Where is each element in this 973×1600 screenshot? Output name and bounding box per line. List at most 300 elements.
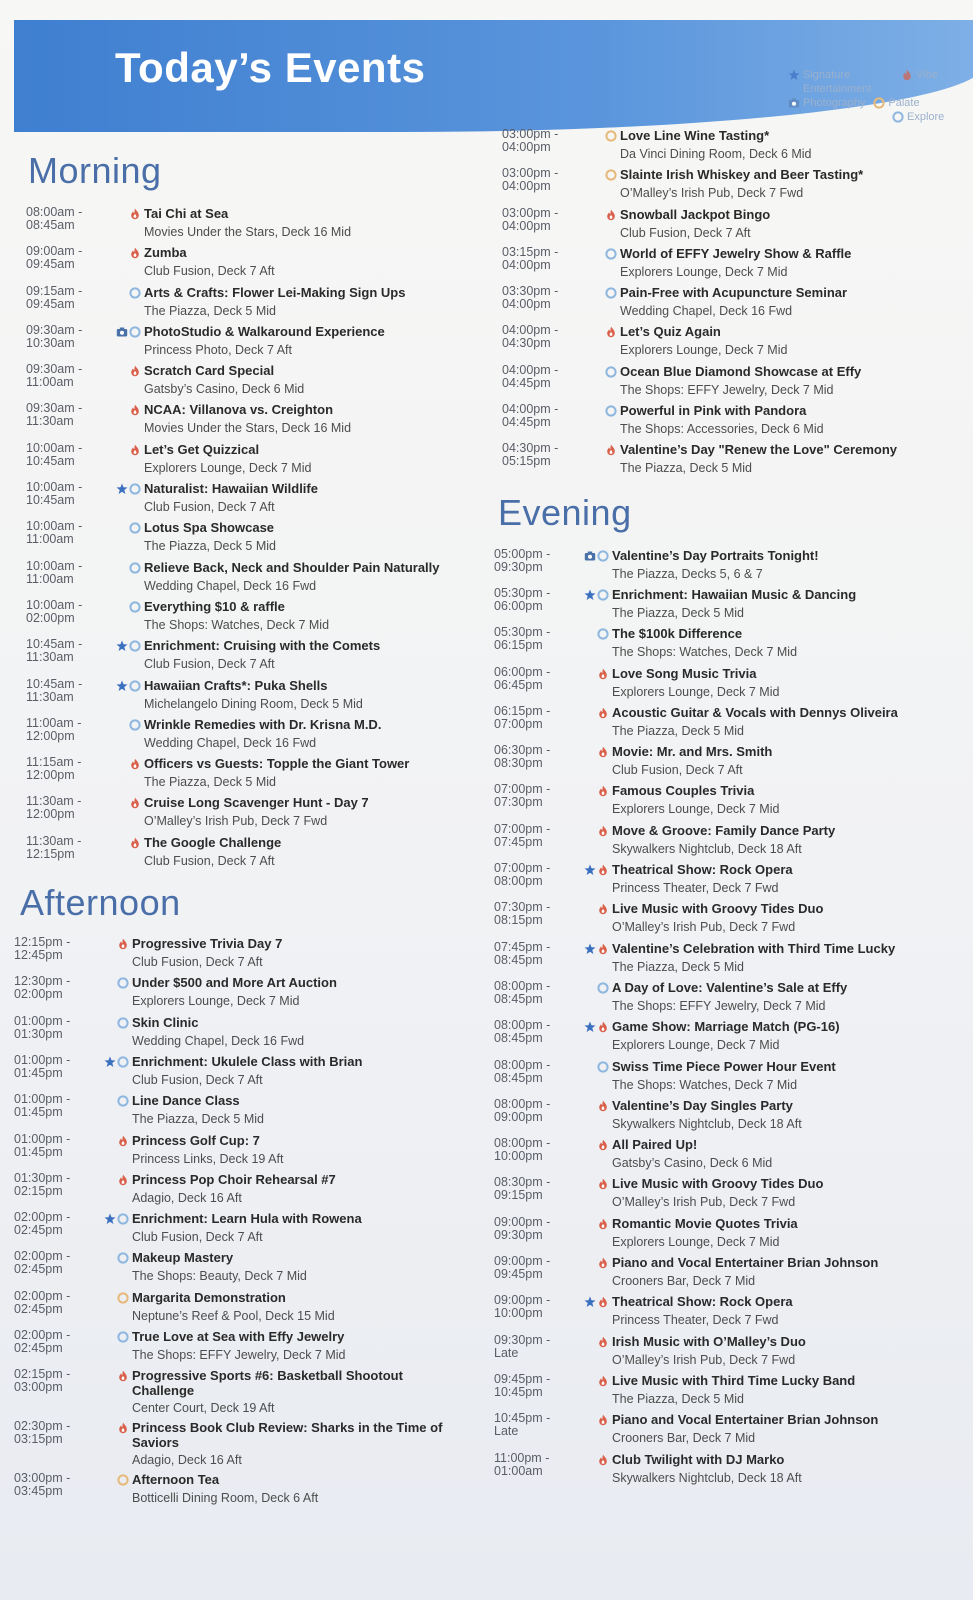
event-icons — [98, 1133, 130, 1146]
event-location: The Piazza, Deck 5 Mid — [612, 723, 744, 738]
event-row — [14, 1329, 480, 1368]
event-location: O’Malley’s Irish Pub, Deck 7 Fwd — [612, 1195, 796, 1210]
event-name: Officers vs Guests: Topple the Giant Tower — [144, 756, 410, 772]
event-row — [26, 324, 480, 363]
event-location: Wedding Chapel, Deck 16 Fwd — [144, 735, 317, 750]
event-row — [494, 1255, 973, 1294]
explore-circle-icon — [597, 628, 609, 640]
event-location: The Shops: EFFY Jewelry, Deck 7 Mid — [612, 998, 826, 1013]
event-time: 11:00am - 12:00pm — [26, 715, 82, 743]
event-location: Neptune’s Reef & Pool, Deck 15 Mid — [132, 1308, 335, 1323]
event-time: 07:00pm - 07:30pm — [494, 782, 551, 810]
flame-icon — [597, 1139, 609, 1151]
event-details — [142, 560, 480, 594]
section-title-afternoon: Afternoon — [20, 882, 181, 924]
event-details — [610, 1059, 973, 1093]
event-location: Gatsby’s Casino, Deck 6 Mid — [612, 1156, 773, 1171]
event-icons — [578, 1098, 610, 1111]
flame-icon — [117, 938, 129, 950]
flame-icon — [129, 758, 141, 770]
explore-circle-icon — [129, 562, 141, 574]
event-location: The Piazza, Deck 5 Mid — [612, 959, 744, 974]
event-name: Hawaiian Crafts*: Puka Shells — [144, 677, 328, 693]
event-icons — [578, 980, 610, 993]
palate-circle-icon — [873, 97, 885, 109]
event-location: Crooners Bar, Deck 7 Mid — [612, 1431, 756, 1446]
event-row — [494, 626, 973, 665]
event-location: The Shops: Watches, Deck 7 Mid — [144, 617, 330, 632]
event-time: 09:15am - 09:45am — [26, 283, 83, 311]
event-icons — [578, 548, 610, 561]
event-name: Progressive Sports #6: Basketball Shootout Challenge — [132, 1368, 403, 1399]
event-icons — [98, 1329, 130, 1342]
event-name: Under $500 and More Art Auction — [132, 975, 337, 991]
event-icons — [110, 560, 142, 573]
event-time: 09:00am - 09:45am — [26, 244, 83, 272]
event-icons — [586, 246, 618, 259]
event-location: The Shops: Watches, Deck 7 Mid — [612, 1077, 798, 1092]
event-name: Swiss Time Piece Power Hour Event — [612, 1058, 836, 1074]
explore-circle-icon — [129, 601, 141, 613]
event-time: 06:00pm - 06:45pm — [494, 664, 551, 692]
event-time: 08:00pm - 09:00pm — [494, 1096, 551, 1124]
explore-circle-icon — [597, 1061, 609, 1073]
event-name: True Love at Sea with Effy Jewelry — [132, 1329, 345, 1345]
event-name: Ocean Blue Diamond Showcase at Effy — [620, 363, 862, 379]
event-details — [130, 1054, 480, 1088]
event-icons — [98, 1211, 130, 1224]
palate-circle-icon — [605, 130, 617, 142]
event-icons — [98, 1015, 130, 1028]
flame-icon — [129, 444, 141, 456]
event-details — [618, 442, 973, 476]
event-name: Move & Groove: Family Dance Party — [612, 822, 836, 838]
event-location: Adagio, Deck 16 Aft — [132, 1453, 242, 1468]
event-location: The Piazza, Deck 5 Mid — [612, 605, 744, 620]
explore-circle-icon — [605, 405, 617, 417]
explore-circle-icon — [605, 287, 617, 299]
event-time: 11:15am - 12:00pm — [26, 755, 82, 783]
event-name: The Google Challenge — [144, 834, 282, 850]
event-location: The Shops: EFFY Jewelry, Deck 7 Mid — [620, 382, 834, 397]
event-details — [142, 599, 480, 633]
event-row — [14, 1133, 480, 1172]
legend-photography: Photography — [788, 96, 865, 110]
event-name: Princess Book Club Review: Sharks in the Time of Saviors — [132, 1420, 443, 1451]
event-name: Makeup Mastery — [132, 1250, 234, 1266]
event-location: The Piazza, Deck 5 Mid — [144, 539, 276, 554]
event-name: Zumba — [144, 245, 187, 261]
event-location: Skywalkers Nightclub, Deck 18 Aft — [612, 1116, 802, 1131]
event-row — [26, 285, 480, 324]
event-icons — [110, 520, 142, 533]
event-location: The Shops: Watches, Deck 7 Mid — [612, 645, 798, 660]
event-time: 10:45am - 11:30am — [26, 676, 83, 704]
event-details — [142, 285, 480, 319]
star-icon — [584, 864, 596, 876]
flame-icon — [129, 404, 141, 416]
afternoon-event-list — [0, 936, 480, 1512]
explore-circle-icon — [129, 719, 141, 731]
event-location: Center Court, Deck 19 Aft — [132, 1401, 275, 1416]
event-details — [610, 705, 973, 739]
event-details — [610, 1255, 973, 1289]
flame-icon — [605, 326, 617, 338]
event-name: Love Line Wine Tasting* — [620, 128, 770, 143]
event-row — [494, 980, 973, 1019]
event-time: 03:15pm - 04:00pm — [502, 244, 559, 272]
event-row — [14, 1093, 480, 1132]
event-icons — [110, 442, 142, 455]
event-time: 02:30pm - 03:15pm — [14, 1419, 71, 1447]
event-time: 11:30am - 12:15pm — [26, 833, 82, 861]
event-icons — [578, 1412, 610, 1425]
camera-icon — [788, 97, 800, 109]
flame-icon — [129, 365, 141, 377]
event-time: 09:00pm - 09:45pm — [494, 1254, 551, 1282]
event-time: 10:45am - 11:30am — [26, 637, 83, 665]
event-icons — [586, 324, 618, 337]
star-icon — [584, 1021, 596, 1033]
event-name: Arts & Crafts: Flower Lei-Making Sign Ups — [144, 284, 406, 300]
event-details — [618, 285, 973, 319]
star-icon — [788, 69, 800, 81]
event-time: 10:00am - 11:00am — [26, 519, 83, 547]
event-name: Line Dance Class — [132, 1093, 240, 1109]
event-details — [130, 1290, 480, 1324]
event-icons — [578, 1294, 610, 1307]
event-name: All Paired Up! — [612, 1137, 698, 1153]
event-row — [14, 1368, 480, 1420]
event-details — [142, 442, 480, 476]
event-time: 01:00pm - 01:45pm — [14, 1131, 71, 1159]
event-location: Movies Under the Stars, Deck 16 Mid — [144, 421, 352, 436]
event-details — [142, 324, 480, 358]
event-location: O’Malley’s Irish Pub, Deck 7 Fwd — [144, 814, 328, 829]
event-icons — [98, 1093, 130, 1106]
event-details — [142, 795, 480, 829]
event-row — [26, 795, 480, 834]
flame-icon — [117, 1135, 129, 1147]
event-time: 09:30am - 11:00am — [26, 362, 83, 390]
event-details — [610, 587, 973, 621]
event-row — [14, 1250, 480, 1289]
event-time: 03:30pm - 04:00pm — [502, 284, 559, 312]
event-time: 03:00pm - 04:00pm — [502, 205, 559, 233]
event-location: Club Fusion, Deck 7 Aft — [144, 500, 275, 515]
flame-icon — [597, 707, 609, 719]
event-row — [26, 638, 480, 677]
event-icons — [110, 481, 142, 494]
event-details — [610, 626, 973, 660]
event-row — [14, 1290, 480, 1329]
event-time: 09:30am - 11:30am — [26, 401, 83, 429]
event-name: Relieve Back, Neck and Shoulder Pain Naturally — [144, 559, 440, 575]
flame-icon — [901, 69, 913, 81]
explore-circle-icon — [605, 248, 617, 260]
event-location: Club Fusion, Deck 7 Aft — [144, 657, 275, 672]
flame-icon — [597, 668, 609, 680]
event-time: 08:00pm - 08:45pm — [494, 1057, 551, 1085]
event-name: Pain-Free with Acupuncture Seminar — [620, 285, 848, 301]
event-time: 09:30pm - Late — [494, 1332, 551, 1360]
event-name: Piano and Vocal Entertainer Brian Johnson — [612, 1412, 879, 1428]
event-icons — [98, 1290, 130, 1303]
star-icon — [584, 589, 596, 601]
event-details — [130, 1250, 480, 1284]
event-location: The Shops: Accessories, Deck 6 Mid — [620, 422, 824, 437]
event-location: Gatsby’s Casino, Deck 6 Mid — [144, 382, 305, 397]
flame-icon — [597, 1296, 609, 1308]
event-row — [494, 901, 973, 940]
event-details — [610, 548, 973, 582]
event-location: The Piazza, Deck 5 Mid — [612, 1391, 744, 1406]
event-name: Slainte Irish Whiskey and Beer Tasting* — [620, 167, 864, 183]
event-location: Club Fusion, Deck 7 Aft — [144, 264, 275, 279]
event-details — [618, 207, 973, 241]
event-name: Club Twilight with DJ Marko — [612, 1451, 785, 1467]
event-row — [14, 1172, 480, 1211]
flame-icon — [129, 208, 141, 220]
event-details — [130, 975, 480, 1009]
event-details — [130, 1093, 480, 1127]
event-icons — [578, 626, 610, 639]
event-details — [610, 823, 973, 857]
event-name: Valentine’s Day "Renew the Love" Ceremony — [620, 442, 897, 458]
event-location: Botticelli Dining Room, Deck 6 Aft — [132, 1491, 319, 1506]
event-row — [26, 835, 480, 874]
event-time: 02:00pm - 02:45pm — [14, 1210, 71, 1238]
event-details — [142, 638, 480, 672]
event-icons — [110, 835, 142, 848]
event-details — [610, 1412, 973, 1446]
event-name: Live Music with Third Time Lucky Band — [612, 1372, 856, 1388]
event-time: 08:00am - 08:45am — [26, 205, 83, 232]
event-location: Da Vinci Dining Room, Deck 6 Mid — [620, 147, 812, 161]
legend-palate: Palate — [873, 96, 919, 110]
event-icons — [110, 324, 142, 337]
event-row — [494, 823, 973, 862]
event-name: Margarita Demonstration — [132, 1289, 286, 1305]
event-row — [494, 1412, 973, 1451]
event-name: Valentine’s Celebration with Third Time Lucky — [612, 940, 896, 956]
star-icon — [116, 483, 128, 495]
event-location: Explorers Lounge, Deck 7 Mid — [612, 1038, 780, 1053]
event-details — [130, 1211, 480, 1245]
event-details — [610, 744, 973, 778]
flame-icon — [129, 247, 141, 259]
event-icons — [578, 862, 610, 875]
explore-circle-icon — [129, 483, 141, 495]
event-row — [14, 1420, 480, 1472]
event-location: Crooners Bar, Deck 7 Mid — [612, 1274, 756, 1289]
event-icons — [578, 1216, 610, 1229]
event-time: 07:00pm - 08:00pm — [494, 861, 551, 889]
event-row — [494, 1294, 973, 1333]
event-icons — [98, 975, 130, 988]
event-icons — [110, 678, 142, 691]
event-icons — [586, 364, 618, 377]
event-row — [26, 481, 480, 520]
event-name: Skin Clinic — [132, 1014, 199, 1030]
event-details — [618, 167, 973, 201]
event-location: The Piazza, Deck 5 Mid — [144, 775, 276, 790]
event-name: Piano and Vocal Entertainer Brian Johnson — [612, 1255, 879, 1271]
flame-icon — [117, 1370, 129, 1382]
event-name: Love Song Music Trivia — [612, 665, 757, 681]
event-icons — [98, 936, 130, 949]
event-row — [494, 1059, 973, 1098]
event-details — [130, 1329, 480, 1363]
event-location: The Piazza, Deck 5 Mid — [144, 303, 276, 318]
event-details — [130, 1172, 480, 1206]
event-row — [14, 1211, 480, 1250]
event-row — [26, 245, 480, 284]
flame-icon — [597, 1375, 609, 1387]
event-details — [130, 936, 480, 970]
event-time: 07:45pm - 08:45pm — [494, 939, 551, 967]
event-location: Princess Theater, Deck 7 Fwd — [612, 1313, 779, 1328]
event-icons — [110, 245, 142, 258]
event-location: Princess Theater, Deck 7 Fwd — [612, 881, 779, 896]
event-row — [26, 402, 480, 441]
event-name: PhotoStudio & Walkaround Experience — [144, 323, 385, 339]
event-time: 08:00pm - 10:00pm — [494, 1136, 551, 1164]
event-icons — [586, 403, 618, 416]
event-details — [618, 364, 973, 398]
event-time: 09:45pm - 10:45pm — [494, 1371, 551, 1399]
explore-circle-icon — [117, 1252, 129, 1264]
event-icons — [578, 744, 610, 757]
flame-icon — [597, 746, 609, 758]
event-row — [494, 1216, 973, 1255]
flame-icon — [129, 837, 141, 849]
event-time: 08:00pm - 08:45pm — [494, 978, 551, 1006]
explore-circle-icon — [117, 1095, 129, 1107]
event-icons — [98, 1368, 130, 1381]
explore-circle-icon — [129, 680, 141, 692]
event-name: Cruise Long Scavenger Hunt - Day 7 — [144, 795, 369, 811]
event-icons — [98, 1250, 130, 1263]
left-column — [0, 150, 480, 1512]
event-name: Everything $10 & raffle — [144, 598, 285, 614]
event-icons — [578, 1176, 610, 1189]
flame-icon — [597, 1454, 609, 1466]
event-name: Lotus Spa Showcase — [144, 520, 275, 536]
event-row — [494, 744, 973, 783]
event-location: O’Malley’s Irish Pub, Deck 7 Fwd — [612, 1352, 796, 1367]
event-details — [142, 717, 480, 751]
event-icons — [110, 285, 142, 298]
flame-icon — [597, 864, 609, 876]
event-location: Skywalkers Nightclub, Deck 18 Aft — [612, 1470, 802, 1485]
event-details — [142, 756, 480, 790]
event-icons — [578, 1137, 610, 1150]
event-row — [502, 285, 973, 324]
event-time: 09:00pm - 10:00pm — [494, 1293, 551, 1321]
event-name: Live Music with Groovy Tides Duo — [612, 1176, 824, 1192]
event-row — [494, 1452, 973, 1491]
event-location: The Shops: Beauty, Deck 7 Mid — [132, 1269, 307, 1284]
event-details — [610, 1294, 973, 1328]
explore-circle-icon — [892, 111, 904, 123]
event-icons — [98, 1420, 130, 1433]
event-name: Princess Golf Cup: 7 — [132, 1132, 260, 1148]
event-time: 06:15pm - 07:00pm — [494, 703, 551, 731]
event-name: Valentine’s Day Singles Party — [612, 1097, 793, 1113]
event-time: 04:30pm - 05:15pm — [502, 441, 559, 469]
event-row — [494, 1019, 973, 1058]
event-name: Romantic Movie Quotes Trivia — [612, 1215, 798, 1231]
event-name: A Day of Love: Valentine’s Sale at Effy — [612, 979, 848, 995]
event-location: The Piazza, Decks 5, 6 & 7 — [612, 566, 763, 581]
event-details — [142, 363, 480, 397]
event-details — [610, 901, 973, 935]
event-row — [14, 1472, 480, 1511]
event-location: Explorers Lounge, Deck 7 Mid — [620, 264, 788, 279]
event-details — [130, 1133, 480, 1167]
event-location: Club Fusion, Deck 7 Aft — [612, 763, 743, 778]
event-row — [494, 941, 973, 980]
event-location: Wedding Chapel, Deck 16 Fwd — [144, 578, 317, 593]
flame-icon — [597, 1100, 609, 1112]
event-details — [142, 402, 480, 436]
event-name: Valentine’s Day Portraits Tonight! — [612, 547, 819, 563]
event-location: Adagio, Deck 16 Aft — [132, 1190, 242, 1205]
event-row — [502, 442, 973, 481]
event-row — [494, 548, 973, 587]
event-icons — [578, 666, 610, 679]
flame-icon — [605, 444, 617, 456]
event-name: NCAA: Villanova vs. Creighton — [144, 402, 334, 418]
event-details — [618, 403, 973, 437]
event-name: Let’s Get Quizzical — [144, 441, 260, 457]
event-time: 02:00pm - 02:45pm — [14, 1288, 71, 1316]
event-location: Explorers Lounge, Deck 7 Mid — [612, 802, 780, 817]
event-location: Club Fusion, Deck 7 Aft — [620, 225, 751, 240]
event-icons — [586, 128, 618, 141]
event-icons — [110, 756, 142, 769]
event-location: Explorers Lounge, Deck 7 Mid — [132, 994, 300, 1009]
event-row — [26, 363, 480, 402]
star-icon — [584, 943, 596, 955]
event-icons — [578, 1019, 610, 1032]
camera-icon — [584, 550, 596, 562]
icon-legend — [788, 68, 968, 124]
star-icon — [116, 680, 128, 692]
event-name: Irish Music with O’Malley’s Duo — [612, 1333, 806, 1349]
event-time: 06:30pm - 08:30pm — [494, 743, 551, 771]
flame-icon — [605, 209, 617, 221]
event-details — [610, 941, 973, 975]
event-time: 03:00pm - 03:45pm — [14, 1471, 71, 1499]
event-time: 05:00pm - 09:30pm — [494, 546, 551, 574]
event-details — [130, 1015, 480, 1049]
event-name: Wrinkle Remedies with Dr. Krisna M.D. — [144, 716, 382, 732]
palate-circle-icon — [117, 1474, 129, 1486]
explore-circle-icon — [117, 1331, 129, 1343]
legend-signature: Signature Entertainment — [788, 68, 893, 96]
event-location: Princess Photo, Deck 7 Aft — [144, 342, 292, 357]
section-title-evening: Evening — [498, 491, 632, 533]
event-icons — [98, 1472, 130, 1485]
event-location: O’Malley’s Irish Pub, Deck 7 Fwd — [612, 920, 796, 935]
event-row — [494, 1373, 973, 1412]
event-details — [618, 324, 973, 358]
event-time: 03:00pm - 04:00pm — [502, 127, 559, 154]
event-row — [494, 1137, 973, 1176]
event-row — [26, 520, 480, 559]
